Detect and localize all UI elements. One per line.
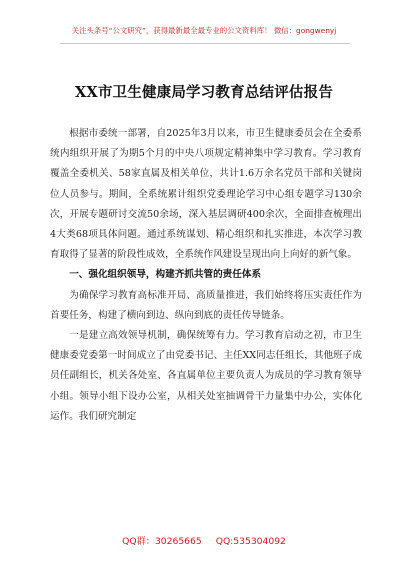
document-title: XX市卫生健康局学习教育总结评估报告 — [74, 84, 334, 101]
header-banner: 关注头条号“公文研究”，获得最新最全最专业的公文资料库！ 微信：gongwenyj — [71, 26, 337, 35]
paragraph-mechanism: 一是建立高效领导机制，确保统筹有力。学习教育启动之初，市卫生健康委党委第一时间成立了由党委书记、主任XX同志任组长，其他班子成员任副组长，机关各处室、各直属单位主要负责人为成员的学习教育领导小组。领导小组下设办公室，从相关处室抽调骨干力量集中办公，实体化运作。我们研究制定 — [50, 330, 362, 422]
footer-qq-group: QQ群：30265665 — [122, 536, 202, 547]
header-divider — [60, 43, 350, 44]
section-heading: 一、强化组织领导，构建齐抓共管的责任体系 — [69, 269, 262, 281]
footer-qq-number: QQ:535304092 — [215, 536, 286, 547]
paragraph-section-intro: 为确保学习教育高标准开局、高质量推进，我们始终将压实责任作为首要任务，构建了横向到边、纵向到底的责任传导链条。 — [50, 289, 362, 321]
paragraph-intro: 根据市委统一部署，自2025年3月以来，市卫生健康委员会在全委系统内组织开展了为期5个月的中央八项规定精神集中学习教育。学习教育覆盖全委机关、58家直属及相关单位，共计1.6万余名党员干部和关键岗位人员参与。期间，全系统累计组织党委理论学习中心组专题学习130余次，开展专题研讨交流50余场，深入基层调研400余次，全面排查梳理出4大类68项具体问题。通过系统谋划、精心组织和扎实推进，本次学习教育取得了显著的阶段性成效，全系统作风建设呈现出向上向好的新气象。 — [50, 128, 362, 261]
footer-contact — [0, 533, 408, 547]
document-body — [50, 124, 362, 427]
